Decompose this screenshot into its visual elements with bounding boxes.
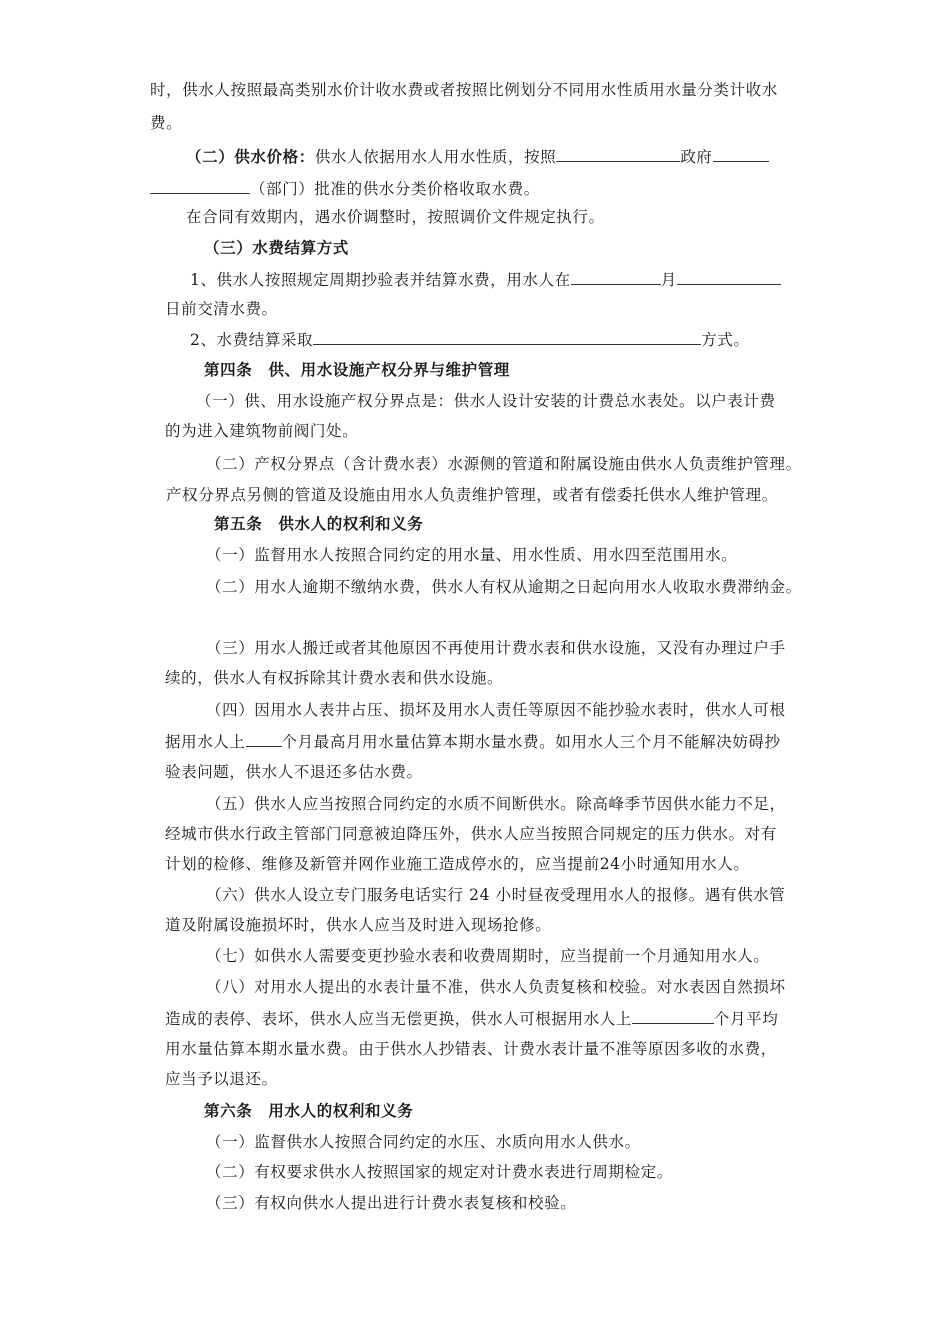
paragraph-line: 产权分界点另侧的管道及设施由用水人负责维护管理，或者有偿委托供水人维护管理。: [166, 486, 778, 504]
paragraph-line: （五）供水人应当按照合同约定的水质不间断供水。除高峰季节因供水能力不足，: [206, 795, 786, 813]
paragraph-line: （二）用水人逾期不缴纳水费，供水人有权从逾期之日起向用水人收取水费滞纳金。: [206, 578, 802, 596]
fill-in-blank[interactable]: [556, 146, 680, 162]
paragraph-line: 验表问题，供水人不退还多估水费。: [165, 763, 423, 781]
section-heading-water-price: （二）供水价格：: [186, 148, 315, 166]
fill-in-blank[interactable]: [246, 731, 282, 747]
paragraph-line: 用水量估算本期水量水费。由于供水人抄错表、计费水表计量不准等原因多收的水费，: [165, 1040, 777, 1058]
paragraph-line: 应当予以退还。: [165, 1070, 278, 1088]
article-heading-6: 第六条 用水人的权利和义务: [204, 1102, 414, 1120]
paragraph-line: （三）用水人搬迁或者其他原因不再使用计费水表和供水设施，又没有办理过户手: [206, 639, 786, 657]
paragraph-line: 时，供水人按照最高类别水价计收水费或者按照比例划分不同用水性质用水量分类计收水: [150, 81, 778, 99]
paragraph-line: （八）对用水人提出的水表计量不准，供水人负责复核和校验。对水表因自然损坏: [206, 978, 786, 996]
fill-in-blank[interactable]: [313, 329, 701, 345]
fill-in-blank[interactable]: [571, 269, 661, 285]
paragraph-line: （二）产权分界点（含计费水表）水源侧的管道和附属设施由供水人负责维护管理。: [206, 455, 802, 473]
article-heading-5: 第五条 供水人的权利和义务: [214, 515, 424, 533]
paragraph-line: （部门）批准的供水分类价格收取水费。: [150, 178, 540, 199]
paragraph-line: 续的，供水人有权拆除其计费水表和供水设施。: [165, 669, 504, 687]
paragraph-line: （四）因用水人表井占压、损坏及用水人责任等原因不能抄验水表时，供水人可根: [206, 701, 786, 719]
paragraph-line: （一）监督供水人按照合同约定的水压、水质向用水人供水。: [206, 1133, 641, 1151]
section-heading-settlement: （三）水费结算方式: [204, 239, 349, 257]
paragraph-line: 2、水费结算采取 方式。: [190, 331, 750, 349]
water-price-line: （二）供水价格：供水人依据用水人用水性质，按照 政府: [186, 146, 769, 167]
paragraph-line: 日前交清水费。: [165, 300, 278, 318]
fill-in-blank[interactable]: [677, 269, 781, 285]
paragraph-line: （一）监督用水人按照合同约定的用水量、用水性质、用水四至范围用水。: [206, 546, 738, 564]
article-heading-4: 第四条 供、用水设施产权分界与维护管理: [204, 361, 510, 379]
fill-in-blank[interactable]: [632, 1008, 714, 1024]
paragraph-line: 的为进入建筑物前阀门处。: [165, 422, 359, 440]
paragraph-line: 在合同有效期内，遇水价调整时，按照调价文件规定执行。: [186, 208, 605, 226]
paragraph-line: 计划的检修、维修及新管并网作业施工造成停水的，应当提前24小时通知用水人。: [165, 855, 750, 873]
fill-in-blank[interactable]: [150, 178, 250, 194]
paragraph-line: 据用水人上 个月最高月用水量估算本期水量水费。如用水人三个月不能解决妨碍抄: [165, 733, 781, 751]
paragraph-line: （二）有权要求供水人按照国家的规定对计费水表进行周期检定。: [206, 1163, 673, 1181]
paragraph-line: 1、供水人按照规定周期抄验表并结算水费，用水人在 月: [190, 269, 781, 290]
paragraph-line: （三）有权向供水人提出进行计费水表复核和校验。: [206, 1194, 577, 1212]
fill-in-blank[interactable]: [713, 146, 769, 162]
paragraph-line: 造成的表停、表坏，供水人应当无偿更换，供水人可根据用水人上 个月平均: [165, 1010, 779, 1028]
paragraph-line: 道及附属设施损坏时，供水人应当及时进入现场抢修。: [165, 916, 552, 934]
paragraph-line: （六）供水人设立专门服务电话实行 24 小时昼夜受理用水人的报修。遇有供水管: [206, 886, 786, 904]
paragraph-line: （一）供、用水设施产权分界点是：供水人设计安装的计费总水表处。以户表计费: [196, 392, 776, 410]
paragraph-line: （七）如供水人需要变更抄验水表和收费周期时，应当提前一个月通知用水人。: [206, 947, 770, 965]
paragraph-line: 费。: [150, 114, 183, 132]
paragraph-line: 经城市供水行政主管部门同意被迫降压外，供水人应当按照合同规定的压力供水。对有: [165, 825, 777, 843]
